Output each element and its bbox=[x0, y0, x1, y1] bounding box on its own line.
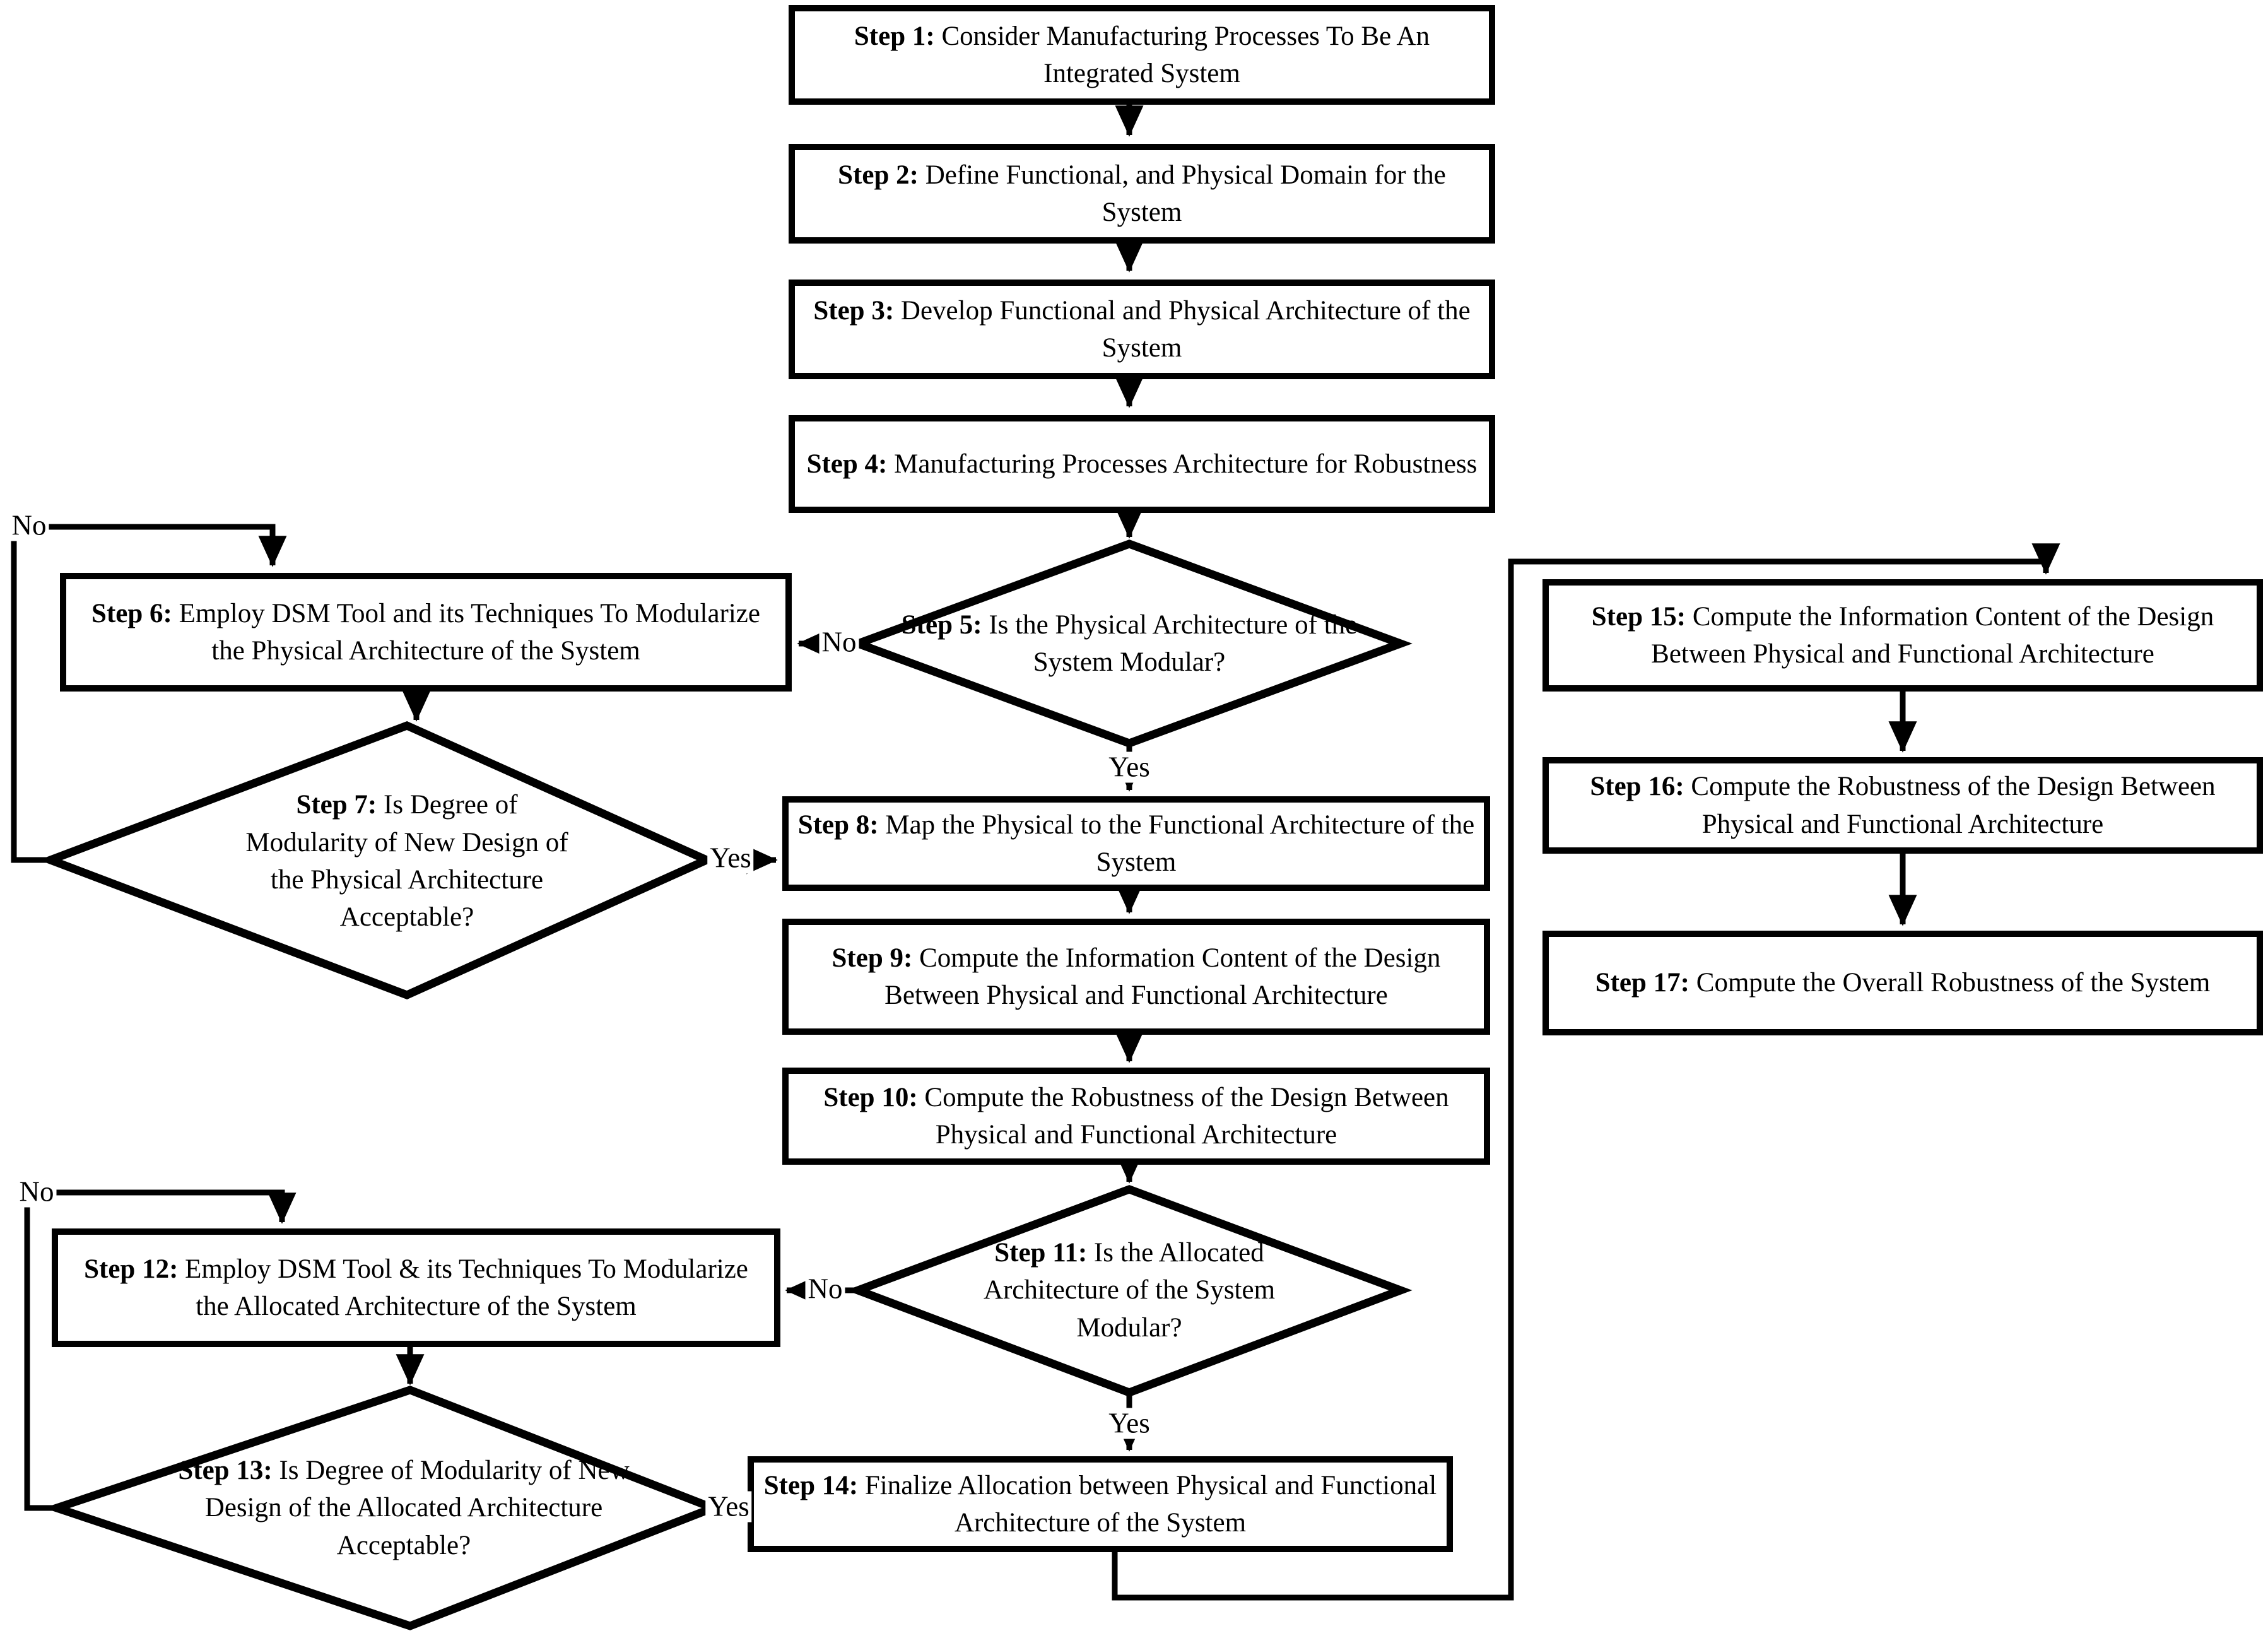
step-6-box: Step 6: Employ DSM Tool and its Techniques To Modularize the Physical Architecture of the System bbox=[60, 573, 792, 692]
step-15-box: Step 15: Compute the Information Content of the Design Between Physical and Functional Architecture bbox=[1542, 579, 2263, 692]
step-3-box: Step 3: Develop Functional and Physical Architecture of the System bbox=[789, 280, 1495, 379]
step-9-box: Step 9: Compute the Information Content of the Design Between Physical and Functional Architecture bbox=[782, 919, 1490, 1035]
step-17-box: Step 17: Compute the Overall Robustness of the System bbox=[1542, 931, 2263, 1035]
step-12-box: Step 12: Employ DSM Tool & its Techniques To Modularize the Allocated Architecture of the System bbox=[52, 1228, 780, 1347]
step-7-no-label: No bbox=[9, 510, 49, 541]
step-5-no-label: No bbox=[820, 627, 859, 658]
step-4-box: Step 4: Manufacturing Processes Architecture for Robustness bbox=[789, 415, 1495, 513]
step-8-box: Step 8: Map the Physical to the Functional Architecture of the System bbox=[782, 796, 1490, 891]
step-7-yes-label: Yes bbox=[707, 843, 753, 874]
step-14-box: Step 14: Finalize Allocation between Physical and Functional Architecture of the System bbox=[748, 1456, 1453, 1552]
step-11-no-label: No bbox=[806, 1274, 845, 1305]
step-13-no-label: No bbox=[17, 1177, 57, 1208]
step-2-box: Step 2: Define Functional, and Physical Domain for the System bbox=[789, 144, 1495, 244]
step-1-box: Step 1: Consider Manufacturing Processes To Be An Integrated System bbox=[789, 5, 1495, 105]
step-10-box: Step 10: Compute the Robustness of the Design Between Physical and Functional Architecture bbox=[782, 1068, 1490, 1165]
step-13-yes-label: Yes bbox=[705, 1492, 751, 1522]
step-5-diamond-text: Step 5: Is the Physical Architecture of the System Modular? bbox=[901, 610, 1358, 677]
step-5-yes-label: Yes bbox=[1106, 752, 1152, 783]
step-11-diamond-text: Step 11: Is the Allocated Architecture of the System Modular? bbox=[983, 1238, 1276, 1343]
step-7-diamond-text: Step 7: Is Degree of Modularity of New Design of the Physical Architecture Acceptable? bbox=[245, 790, 568, 933]
step-11-yes-label: Yes bbox=[1106, 1408, 1152, 1439]
step-13-diamond-text: Step 13: Is Degree of Modularity of New Design of the Allocated Architecture Acceptable? bbox=[178, 1456, 630, 1560]
step-16-box: Step 16: Compute the Robustness of the Design Between Physical and Functional Architecture bbox=[1542, 757, 2263, 854]
